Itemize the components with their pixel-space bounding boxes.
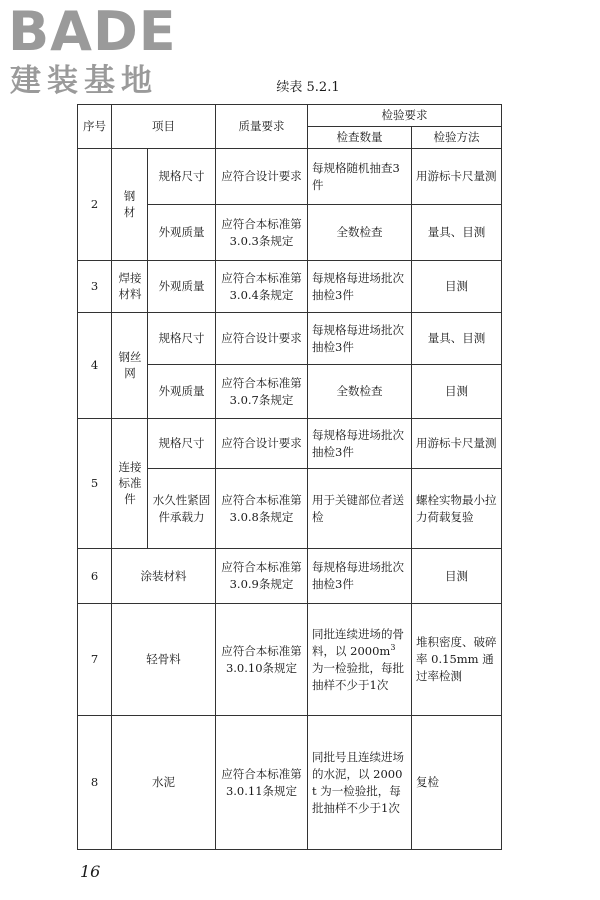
table-row [78,716,502,850]
watermark-brand: BADE [8,0,177,63]
cell-method: 复检 [412,716,502,850]
cell-quality: 应符合设计要求 [216,149,308,205]
cell-subitem: 规格尺寸 [148,313,216,365]
cell-quantity: 每规格每进场批次抽检3件 [308,313,412,365]
cell-subitem: 规格尺寸 [148,419,216,469]
cell-method: 螺栓实物最小拉力荷载复验 [412,469,502,549]
cell-quality: 应符合本标准第3.0.8条规定 [216,469,308,549]
cell-quantity: 每规格每进场批次抽检3件 [308,419,412,469]
cell-quality: 应符合设计要求 [216,313,308,365]
cell-item: 涂装材料 [112,549,216,604]
cell-method: 目测 [412,365,502,419]
cell-quality: 应符合本标准第3.0.11条规定 [216,716,308,850]
cell-no: 2 [78,149,112,261]
cell-no: 7 [78,604,112,716]
cell-no: 5 [78,419,112,549]
cell-quality: 应符合设计要求 [216,419,308,469]
header-quantity: 检查数量 [308,127,412,149]
header-item: 项目 [112,105,216,149]
table-caption: 续表 5.2.1 [276,80,340,95]
cell-group: 连接标准件 [112,419,148,549]
page-number: 16 [80,862,101,881]
header-no: 序号 [78,105,112,149]
table-row [78,549,502,604]
cell-subitem: 外观质量 [148,205,216,261]
cell-quantity: 每规格每进场批次抽检3件 [308,261,412,313]
cell-method: 量具、目测 [412,205,502,261]
cell-quantity: 同批号且连续进场的水泥，以 2000t 为一检验批，每批抽样不少于1次 [308,716,412,850]
table-row [78,604,502,716]
cell-quantity: 同批连续进场的骨料，以 $2000m^3$ 为一检验批，每批抽样不少于1次 [308,604,412,716]
cell-quality: 应符合本标准第3.0.3条规定 [216,205,308,261]
cell-quality: 应符合本标准第3.0.4条规定 [216,261,308,313]
cell-no: 8 [78,716,112,850]
cell-item: 轻骨料 [112,604,216,716]
cell-method: 用游标卡尺量测 [412,149,502,205]
cell-no: 3 [78,261,112,313]
cell-no: 4 [78,313,112,419]
cell-quantity: 每规格每进场批次抽检3件 [308,549,412,604]
cell-subitem: 水久性紧固件承载力 [148,469,216,549]
cell-method: 用游标卡尺量测 [412,419,502,469]
cell-quality: 应符合本标准第3.0.9条规定 [216,549,308,604]
inspection-table [77,104,502,850]
cell-quantity: 用于关键部位者送检 [308,469,412,549]
cell-subitem: 外观质量 [148,365,216,419]
table-row [78,261,502,313]
cell-group: 钢材 [112,149,148,261]
cell-subitem: 规格尺寸 [148,149,216,205]
cell-method: 目测 [412,261,502,313]
table-row [78,419,502,469]
cell-quantity: 全数检查 [308,205,412,261]
cell-method: 量具、目测 [412,313,502,365]
cell-method: 目测 [412,549,502,604]
table-row [78,313,502,365]
cell-quantity: 全数检查 [308,365,412,419]
header-row [78,105,502,127]
cell-group: 钢丝网 [112,313,148,419]
cell-quantity: 每规格随机抽查3件 [308,149,412,205]
cell-item: 水泥 [112,716,216,850]
header-inspection: 检验要求 [308,105,502,127]
cell-no: 6 [78,549,112,604]
header-method: 检验方法 [412,127,502,149]
header-quality: 质量要求 [216,105,308,149]
cell-method: 堆积密度、破碎率 0.15mm 通过率检测 [412,604,502,716]
cell-quality: 应符合本标准第3.0.10条规定 [216,604,308,716]
cell-group: 焊接材料 [112,261,148,313]
watermark-subtitle: 建装基地 [10,63,158,99]
cell-subitem: 外观质量 [148,261,216,313]
cell-quality: 应符合本标准第3.0.7条规定 [216,365,308,419]
table-row [78,149,502,205]
